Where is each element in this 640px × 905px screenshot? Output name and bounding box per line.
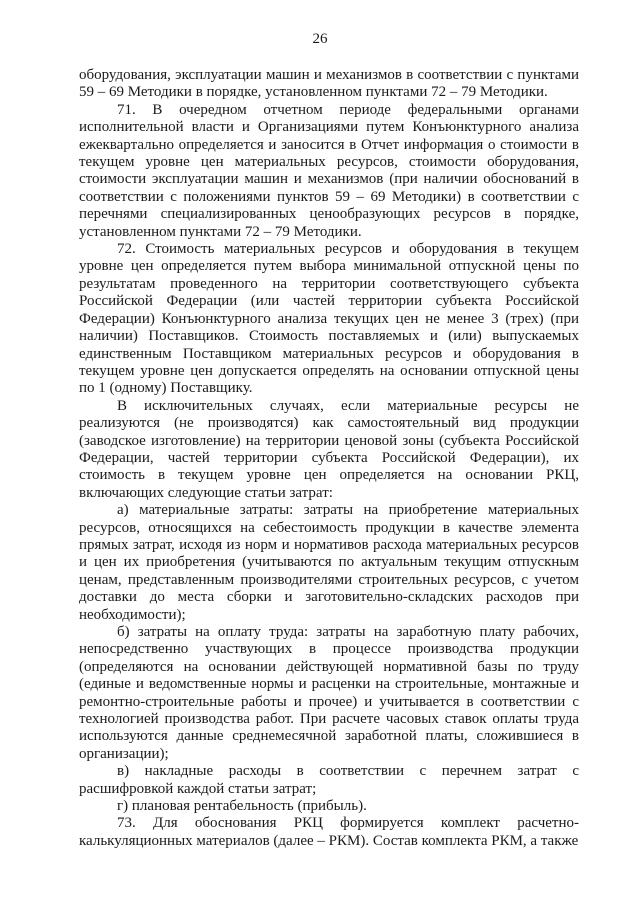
- paragraph-72: 72. Стоимость материальных ресурсов и оборудования в текущем уровне цен определяется путем выбора минимальной отпускной цены по результатам проведенного на территории соответствующего субъекта Российской Федерации (или частей территории субъекта Российской Федерации) Конъюнктурного анализа текущих цен не менее 3 (трех) (при наличии) Поставщиков. Стоимость поставляемых и (или) выпускаемых единственным Поставщиком материальных ресурсов и оборудования в текущем уровне цен допускается определять на основании отпускной цены по 1 (одному) Поставщику.: [79, 241, 579, 397]
- list-item-b-labor-costs: б) затраты на оплату труда: затраты на заработную плату рабочих, непосредственно участвующих в процессе производства продукции (определяются на основании действующей нормативной базы по труду (единые и ведомственные нормы и расценки на строительные, монтажные и ремонтно-строительные работы и прочее) и учитывается в соответствии с технологией производства работ. При расчете часовых ставок оплаты труда используются данные среднемесячной заработной платы, сложившиеся в организации);: [79, 624, 579, 762]
- document-body: [79, 67, 579, 850]
- paragraph-exceptional-cases: В исключительных случаях, если материальные ресурсы не реализуются (не производятся) как самостоятельный вид продукции (заводское изготовление) на территории ценовой зоны (субъекта Российской Федерации, частей территории субъекта Российской Федерации), их стоимость в текущем уровне цен определяется на основании РКЦ, включающих следующие статьи затрат:: [79, 397, 579, 501]
- paragraph-71: 71. В очередном отчетном периоде федеральными органами исполнительной власти и Организациями путем Конъюнктурного анализа ежеквартально определяется и заносится в Отчет информация о стоимости в текущем уровне цен материальных ресурсов, стоимости оборудования, стоимости эксплуатации машин и механизмов (при наличии обоснований в соответствии с положениями пунктов 59 – 69 Методики) в соответствии с перечнями специализированных ценообразующих ресурсов в порядке, установленном пунктами 72 – 79 Методики.: [79, 101, 579, 240]
- paragraph-continuation: оборудования, эксплуатации машин и механизмов в соответствии с пунктами 59 – 69 Методики в порядке, установленном пунктами 72 – 79 Методики.: [79, 67, 579, 101]
- page-number: 26: [312, 31, 328, 47]
- list-item-a-material-costs: а) материальные затраты: затраты на приобретение материальных ресурсов, относящихся на себестоимость продукции в качестве элемента прямых затрат, исходя из норм и нормативов расхода материальных ресурсов и цен их приобретения (учитываются по актуальным текущим отпускным ценам, представленным производителями строительных ресурсов, с учетом доставки до места сборки и заготовительно-складских расходов при необходимости);: [79, 502, 579, 623]
- list-item-g-profit: г) плановая рентабельность (прибыль).: [117, 798, 367, 815]
- list-item-v-overhead: в) накладные расходы в соответствии с перечнем затрат с расшифровкой каждой статьи затрат;: [79, 763, 579, 797]
- paragraph-73: 73. Для обоснования РКЦ формируется комплект расчетно-калькуляционных материалов (далее – РКМ). Состав комплекта РКМ, а также: [79, 815, 579, 849]
